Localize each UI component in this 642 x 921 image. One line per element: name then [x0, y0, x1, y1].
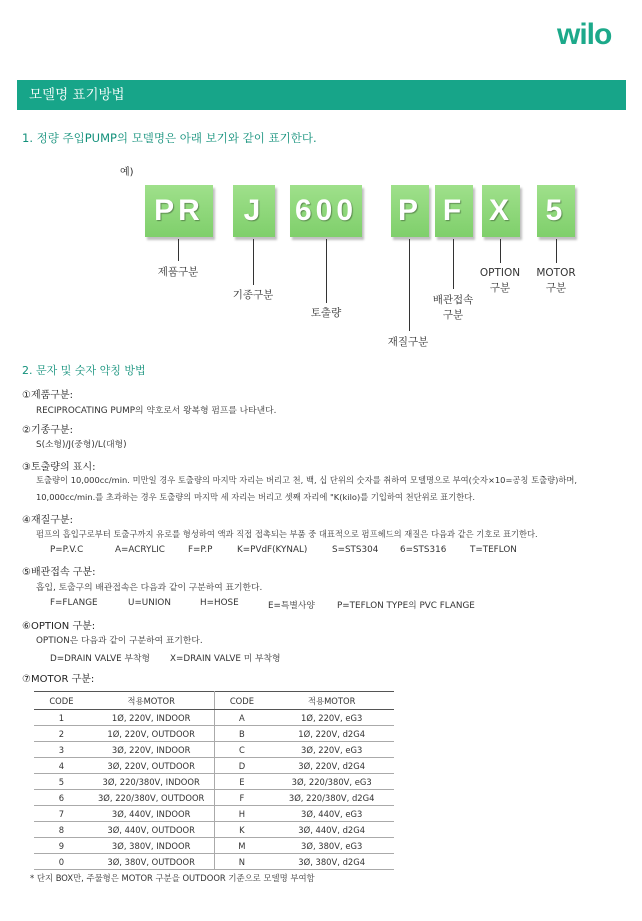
- code-box-product: PR: [145, 185, 213, 237]
- table-cell: 3Ø, 380V, eG3: [269, 838, 394, 854]
- table-cell: 3Ø, 220V, OUTDOOR: [89, 758, 214, 774]
- s6-text: OPTION은 다음과 같이 구분하여 표기한다.: [36, 636, 203, 646]
- s5-code: P=TEFLON TYPE의 PVC FLANGE: [337, 601, 475, 611]
- s7-title: ⑦MOTOR 구분:: [22, 674, 95, 685]
- s4-text: 펌프의 흡입구로부터 토출구까지 유로를 형성하여 액과 직접 접촉되는 부품 중 대표적으로 펌프헤드의 재질은 다음과 같은 기호로 표기한다.: [36, 529, 538, 539]
- table-footnote: * 단지 BOX만, 주물형은 MOTOR 구분을 OUTDOOR 기준으로 모델명 부여함: [30, 873, 315, 883]
- code-box-material: P: [391, 185, 429, 237]
- motor-table: [34, 691, 394, 870]
- table-header: 적용MOTOR: [269, 692, 394, 710]
- table-cell: 3Ø, 440V, OUTDOOR: [89, 822, 214, 838]
- table-cell: 3Ø, 220V, d2G4: [269, 758, 394, 774]
- connector-line: [500, 239, 501, 263]
- table-cell: 3: [34, 742, 89, 758]
- label-connection: [423, 293, 483, 323]
- s1-text: RECIPROCATING PUMP의 약호로서 왕복형 펌프를 나타낸다.: [36, 406, 277, 416]
- label-option-line2: 구분: [489, 282, 511, 294]
- table-cell: K: [214, 822, 269, 838]
- s2-text: S(소형)/J(중형)/L(대형): [36, 440, 127, 450]
- table-row: [34, 758, 394, 774]
- s3-line2: 10,000cc/min.를 초과하는 경우 토출량의 마지막 세 자리는 버리고 셋째 자리에 "K(kilo)를 기입하여 천단위로 표기한다.: [36, 492, 475, 502]
- table-row: [34, 806, 394, 822]
- s3-title: ③토출량의 표시:: [22, 462, 96, 473]
- table-cell: 1Ø, 220V, INDOOR: [89, 710, 214, 726]
- s1-title: ①제품구분:: [22, 390, 73, 401]
- table-row: [34, 742, 394, 758]
- section1-heading: 1. 정량 주입PUMP의 모델명은 아래 보기와 같이 표기한다.: [22, 131, 317, 145]
- s4-code: K=PVdF(KYNAL): [237, 545, 308, 555]
- table-cell: 8: [34, 822, 89, 838]
- table-row: [34, 838, 394, 854]
- s4-code: T=TEFLON: [470, 545, 517, 555]
- table-cell: H: [214, 806, 269, 822]
- table-cell: 9: [34, 838, 89, 854]
- table-cell: 0: [34, 854, 89, 870]
- table-cell: 2: [34, 726, 89, 742]
- label-material: 재질구분: [387, 336, 429, 348]
- s6-title: ⑥OPTION 구분:: [22, 621, 96, 632]
- label-flow: 토출량: [310, 307, 342, 319]
- table-cell: 4: [34, 758, 89, 774]
- page-title-banner: 모델명 표기방법: [17, 80, 626, 110]
- table-cell: 7: [34, 806, 89, 822]
- label-product: 제품구분: [157, 266, 199, 278]
- table-row: [34, 726, 394, 742]
- table-cell: 3Ø, 380V, OUTDOOR: [89, 854, 214, 870]
- label-motor: [526, 266, 586, 296]
- table-cell: A: [214, 710, 269, 726]
- s6-code: X=DRAIN VALVE 미 부착형: [170, 654, 281, 664]
- s5-code: F=FLANGE: [50, 598, 98, 608]
- table-cell: N: [214, 854, 269, 870]
- table-cell: 3Ø, 220/380V, INDOOR: [89, 774, 214, 790]
- table-cell: 3Ø, 380V, d2G4: [269, 854, 394, 870]
- table-cell: C: [214, 742, 269, 758]
- table-cell: 3Ø, 380V, INDOOR: [89, 838, 214, 854]
- s5-code: H=HOSE: [200, 598, 239, 608]
- s4-code: F=P.P: [188, 545, 213, 555]
- table-cell: 3Ø, 220V, eG3: [269, 742, 394, 758]
- code-box-connection: F: [435, 185, 473, 237]
- s4-code: 6=STS316: [400, 545, 447, 555]
- table-cell: 1: [34, 710, 89, 726]
- code-box-option: X: [482, 185, 520, 237]
- s4-code: S=STS304: [332, 545, 379, 555]
- table-cell: B: [214, 726, 269, 742]
- table-cell: 3Ø, 440V, eG3: [269, 806, 394, 822]
- s3-line1: 토출량이 10,000cc/min. 미만일 경우 토출량의 마지막 자리는 버리고 천, 백, 십 단위의 숫자를 취하여 모델명으로 부여(숫자×10=공칭 토출량)하며,: [36, 475, 578, 485]
- table-cell: 1Ø, 220V, OUTDOOR: [89, 726, 214, 742]
- table-cell: D: [214, 758, 269, 774]
- table-cell: F: [214, 790, 269, 806]
- label-type: 기종구분: [232, 289, 274, 301]
- s4-code: P=P.V.C: [50, 545, 84, 555]
- s4-code: A=ACRYLIC: [115, 545, 165, 555]
- connector-line: [326, 239, 327, 303]
- table-cell: M: [214, 838, 269, 854]
- table-cell: 3Ø, 440V, d2G4: [269, 822, 394, 838]
- table-cell: 5: [34, 774, 89, 790]
- s2-title: ②기종구분:: [22, 425, 73, 436]
- label-connection-line2: 구분: [442, 309, 464, 321]
- label-connection-line1: 배관접속: [432, 294, 474, 306]
- code-box-type: J: [233, 185, 275, 237]
- table-cell: 1Ø, 220V, eG3: [269, 710, 394, 726]
- s5-text: 흡입, 토출구의 배관접속은 다음과 같이 구분하여 표기한다.: [36, 583, 263, 593]
- table-header-row: [34, 692, 394, 710]
- connector-line: [409, 239, 410, 331]
- table-header: CODE: [214, 692, 269, 710]
- table-cell: 3Ø, 220/380V, eG3: [269, 774, 394, 790]
- s5-code: E=특별사양: [268, 601, 315, 611]
- table-header: 적용MOTOR: [89, 692, 214, 710]
- table-cell: 3Ø, 440V, INDOOR: [89, 806, 214, 822]
- label-option: [470, 266, 530, 296]
- wilo-logo: wilo: [557, 18, 612, 51]
- s4-title: ④재질구분:: [22, 515, 73, 526]
- connector-line: [453, 239, 454, 289]
- label-motor-line2: 구분: [545, 282, 567, 294]
- table-cell: 3Ø, 220/380V, d2G4: [269, 790, 394, 806]
- connector-line: [253, 239, 254, 285]
- code-box-flow: 600: [290, 185, 362, 237]
- table-cell: 3Ø, 220/380V, OUTDOOR: [89, 790, 214, 806]
- table-cell: E: [214, 774, 269, 790]
- connector-line: [556, 239, 557, 263]
- table-row: [34, 774, 394, 790]
- table-cell: 3Ø, 220V, INDOOR: [89, 742, 214, 758]
- example-label: 예): [120, 167, 134, 178]
- s6-code: D=DRAIN VALVE 부착형: [50, 654, 150, 664]
- table-cell: 1Ø, 220V, d2G4: [269, 726, 394, 742]
- section2-heading: 2. 문자 및 숫자 약칭 방법: [22, 364, 146, 377]
- table-row: [34, 854, 394, 870]
- code-box-motor: 5: [537, 185, 575, 237]
- connector-line: [178, 239, 179, 261]
- label-motor-line1: MOTOR: [536, 267, 576, 279]
- table-row: [34, 710, 394, 726]
- table-row: [34, 790, 394, 806]
- s5-code: U=UNION: [128, 598, 171, 608]
- table-row: [34, 822, 394, 838]
- s5-title: ⑤배관접속 구분:: [22, 567, 96, 578]
- label-option-line1: OPTION: [479, 267, 521, 279]
- table-header: CODE: [34, 692, 89, 710]
- table-cell: 6: [34, 790, 89, 806]
